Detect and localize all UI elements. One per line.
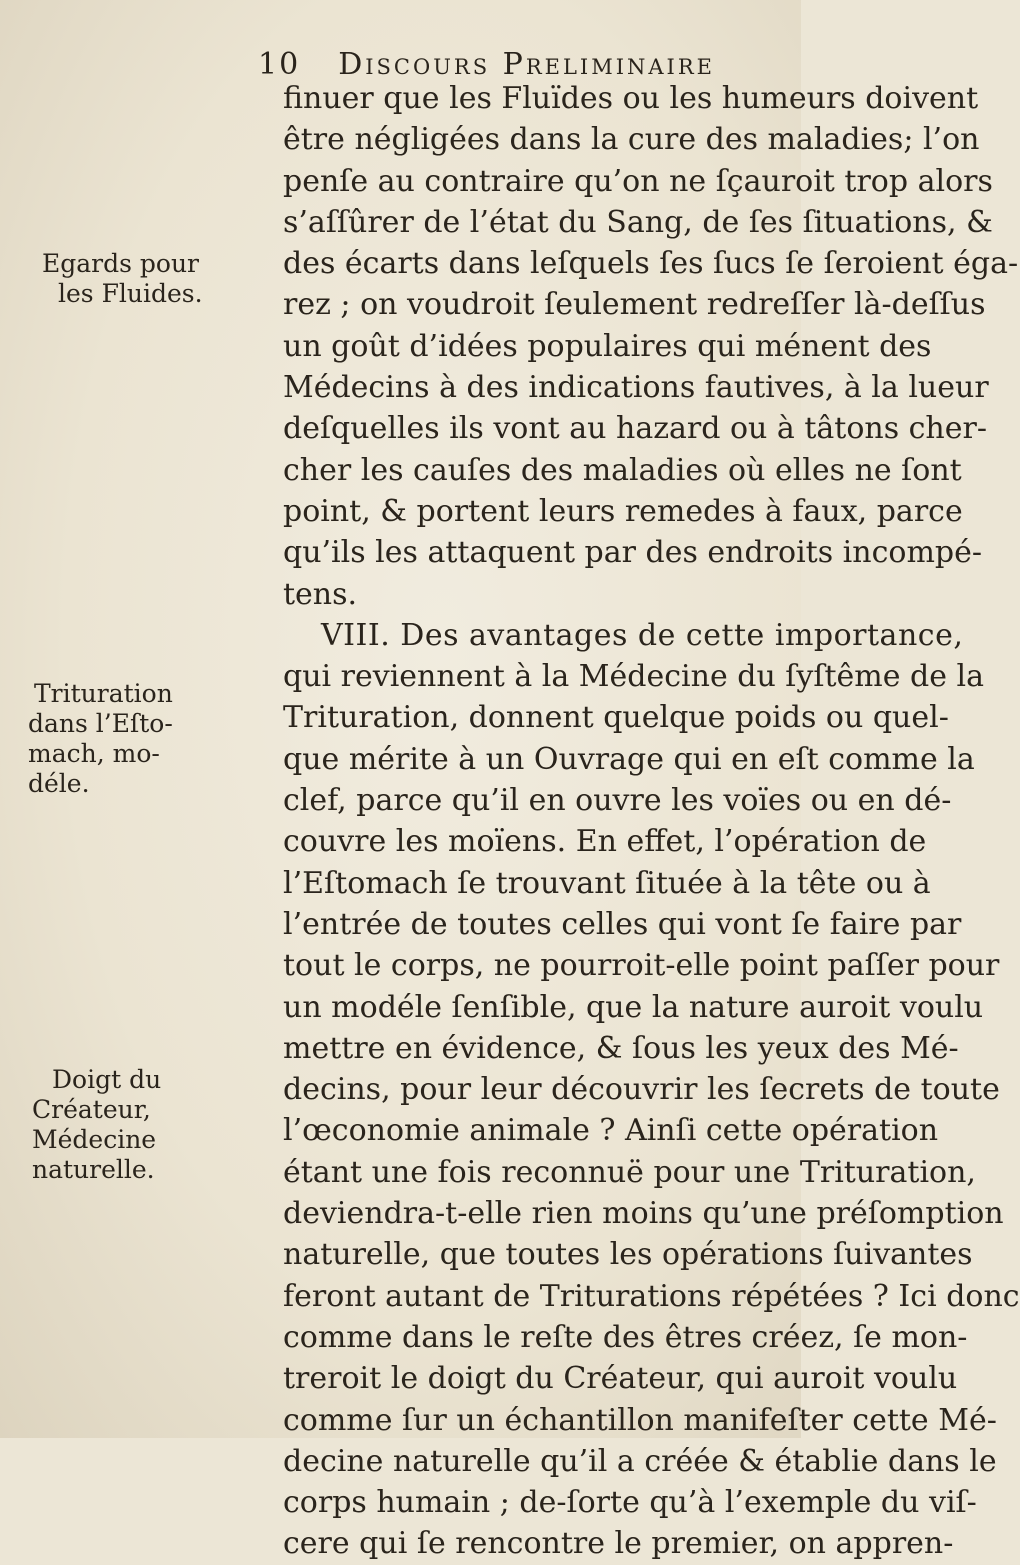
text-line: feront autant de Triturations répétées ? Ici donc xyxy=(283,1278,1020,1314)
body-text xyxy=(283,78,1020,1565)
text-line: cher les cauſes des maladies où elles ne ſont xyxy=(283,452,962,488)
margin-note-fluides xyxy=(42,249,203,309)
text-line: étant une fois reconnuë pour une Trituration, xyxy=(283,1154,976,1190)
margin-note-line: les Fluides. xyxy=(58,279,203,308)
text-line: qui reviennent à la Médecine du ſyſtême de la xyxy=(283,659,984,695)
text-line: decine naturelle qu’il a créée & établie dans le xyxy=(283,1443,997,1479)
text-line: deviendra-t-elle rien moins qu’une préſomption xyxy=(283,1196,1004,1232)
text-line: naturelle, que toutes les opérations ſuivantes xyxy=(283,1237,973,1273)
text-line: treroit le doigt du Créateur, qui auroit voulu xyxy=(283,1361,958,1397)
text-line: comme dans le reſte des êtres créez, ſe mon- xyxy=(283,1319,968,1355)
text-line: mettre en évidence, & ſous les yeux des Mé- xyxy=(283,1030,959,1066)
margin-note-line: déle. xyxy=(28,769,90,798)
margin-note-line: naturelle. xyxy=(32,1155,155,1184)
margin-note-trituration xyxy=(28,679,173,799)
text-line: l’entrée de toutes celles qui vont ſe faire par xyxy=(283,906,962,942)
text-line: s’aſſûrer de l’état du Sang, de ſes ſituations, & xyxy=(283,204,993,240)
text-line: rez ; on voudroit ſeulement redreſſer là-deſſus xyxy=(283,287,986,323)
text-line: corps humain ; de-ſorte qu’à l’exemple du viſ- xyxy=(283,1485,977,1521)
margin-note-doigt xyxy=(32,1065,161,1185)
text-line: cere qui ſe rencontre le premier, on appren- xyxy=(283,1526,954,1562)
text-line: être négligées dans la cure des maladies; l’on xyxy=(283,122,980,158)
margin-note-line: Doigt du xyxy=(52,1065,162,1094)
text-line: des écarts dans leſquels ſes ſucs ſe ſeroient éga- xyxy=(283,246,1019,282)
text-line: VIII. Des avantages de cette importance, xyxy=(321,617,964,653)
page-number: 10 xyxy=(258,47,301,82)
running-header xyxy=(258,48,778,82)
text-line: point, & portent leurs remedes à faux, parce xyxy=(283,493,963,529)
margin-note-line: Créateur, xyxy=(32,1095,151,1124)
text-line: l’Eſtomach ſe trouvant ſituée à la tête ou à xyxy=(283,865,931,901)
text-line: finuer que les Fluïdes ou les humeurs doivent xyxy=(283,81,979,116)
text-line: penſe au contraire qu’on ne ſçauroit trop alors xyxy=(283,163,993,199)
text-line: decins, pour leur découvrir les ſecrets de toute xyxy=(283,1072,1000,1108)
margin-note-line: Médecine xyxy=(32,1125,157,1154)
text-line: Médecins à des indications fautives, à la lueur xyxy=(283,370,989,406)
text-line: l’œconomie animale ? Ainſi cette opération xyxy=(283,1113,939,1149)
text-line: un modéle ſenſible, que la nature auroit voulu xyxy=(283,989,984,1025)
text-line: qu’ils les attaquent par des endroits incompé- xyxy=(283,535,982,571)
text-line: deſquelles ils vont au hazard ou à tâtons cher- xyxy=(283,411,987,447)
running-title: Discours Preliminaire xyxy=(338,47,715,82)
margin-note-line: Egards pour xyxy=(42,249,199,278)
text-line: un goût d’idées populaires qui ménent des xyxy=(283,328,932,364)
text-line: tens. xyxy=(283,576,358,612)
text-line: tout le corps, ne pourroit-elle point paſſer pour xyxy=(283,948,1000,984)
margin-note-line: mach, mo- xyxy=(28,739,160,768)
text-line: clef, parce qu’il en ouvre les voïes ou en dé- xyxy=(283,783,952,819)
text-line: Trituration, donnent quelque poids ou quel- xyxy=(283,700,949,736)
margin-note-line: dans l’Eſto- xyxy=(28,709,173,738)
text-line: comme ſur un échantillon manifeſter cette Mé- xyxy=(283,1402,997,1438)
text-line: que mérite à un Ouvrage qui en eſt comme la xyxy=(283,741,975,777)
margin-note-line: Trituration xyxy=(34,679,173,708)
text-line: couvre les moïens. En effet, l’opération de xyxy=(283,824,927,860)
